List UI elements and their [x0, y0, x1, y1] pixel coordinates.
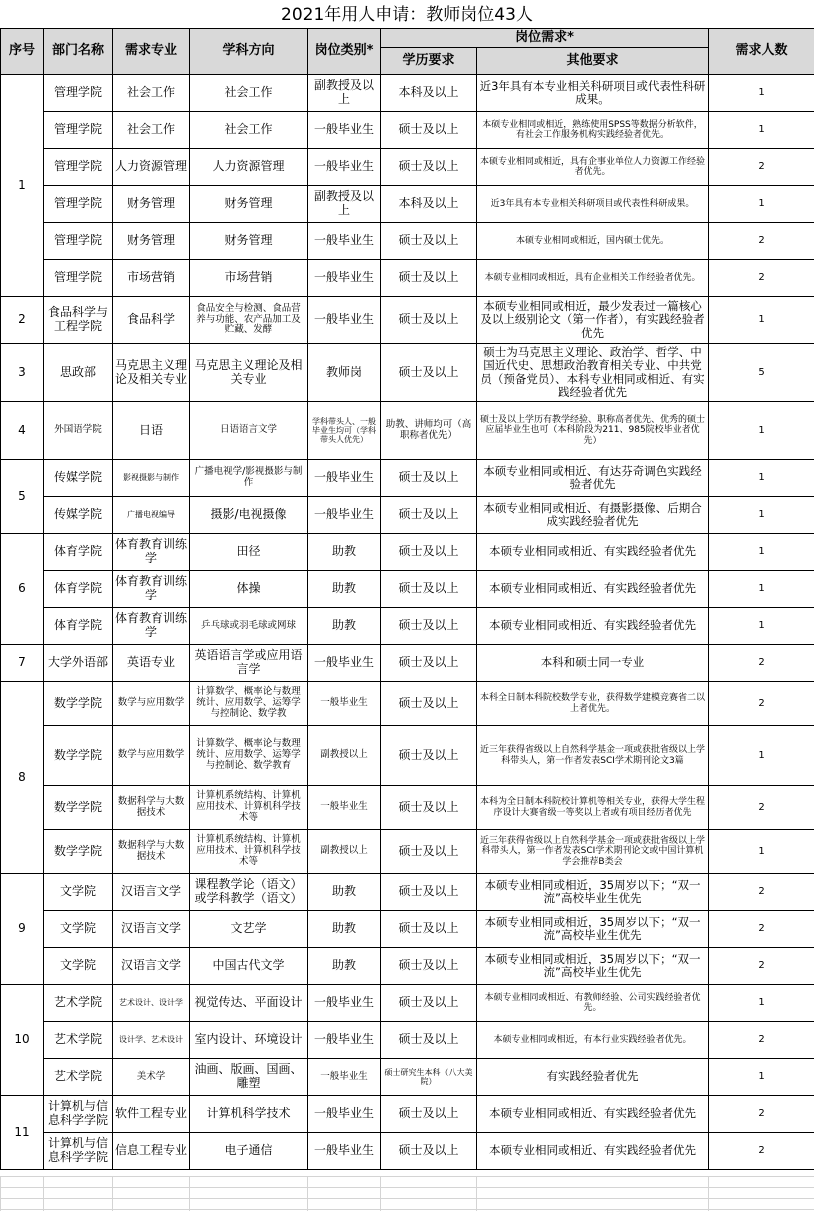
type-cell: 一般毕业生	[308, 645, 381, 682]
edu-cell: 硕士及以上	[381, 682, 477, 726]
major-cell: 财务管理	[113, 186, 190, 223]
dept-cell: 计算机与信息科学学院	[44, 1133, 113, 1170]
dept-cell: 传媒学院	[44, 460, 113, 497]
edu-cell: 硕士及以上	[381, 344, 477, 402]
type-cell: 一般毕业生	[308, 297, 381, 344]
edu-cell: 硕士及以上	[381, 948, 477, 985]
field-cell: 文艺学	[190, 911, 308, 948]
count-cell: 2	[709, 874, 814, 911]
table-row	[1, 571, 814, 608]
other-cell: 近3年具有本专业相关科研项目或代表性科研成果。	[477, 75, 709, 112]
table-row	[1, 948, 814, 985]
field-cell: 摄影/电视摄像	[190, 497, 308, 534]
dept-cell: 大学外语部	[44, 645, 113, 682]
edu-cell: 硕士及以上	[381, 874, 477, 911]
table-row	[1, 344, 814, 402]
count-cell: 1	[709, 1059, 814, 1096]
dept-cell: 计算机与信息科学学院	[44, 1096, 113, 1133]
table-row	[1, 534, 814, 571]
edu-cell: 硕士及以上	[381, 497, 477, 534]
table-row	[1, 874, 814, 911]
field-cell: 广播电视学/影视摄影与制作	[190, 460, 308, 497]
edu-cell: 硕士及以上	[381, 149, 477, 186]
other-cell: 本硕专业相同或相近，35周岁以下；“双一流”高校毕业生优先	[477, 874, 709, 911]
type-cell: 一般毕业生	[308, 497, 381, 534]
seq-cell: 11	[1, 1096, 44, 1170]
field-cell: 日语语言文学	[190, 402, 308, 460]
type-cell: 副教授以上	[308, 830, 381, 874]
count-cell: 1	[709, 830, 814, 874]
field-cell: 英语语言学或应用语言学	[190, 645, 308, 682]
field-cell: 财务管理	[190, 223, 308, 260]
table-row	[1, 75, 814, 112]
table-row	[1, 149, 814, 186]
header-other: 其他要求	[477, 48, 709, 75]
field-cell: 市场营销	[190, 260, 308, 297]
other-cell: 本硕专业相同或相近，国内硕士优先。	[477, 223, 709, 260]
type-cell: 一般毕业生	[308, 786, 381, 830]
major-cell: 艺术设计、设计学	[113, 985, 190, 1022]
dept-cell: 管理学院	[44, 112, 113, 149]
header-req-group: 岗位需求*	[381, 29, 709, 48]
dept-cell: 管理学院	[44, 260, 113, 297]
dept-cell: 食品科学与工程学院	[44, 297, 113, 344]
seq-cell: 2	[1, 297, 44, 344]
header-seq: 序号	[1, 29, 44, 75]
dept-cell: 数学学院	[44, 726, 113, 786]
grid-column-line	[112, 1176, 113, 1211]
major-cell: 数学与应用数学	[113, 682, 190, 726]
dept-cell: 管理学院	[44, 223, 113, 260]
count-cell: 2	[709, 948, 814, 985]
empty-sheet-grid	[0, 1176, 814, 1211]
dept-cell: 文学院	[44, 948, 113, 985]
major-cell: 软件工程专业	[113, 1096, 190, 1133]
type-cell: 一般毕业生	[308, 682, 381, 726]
edu-cell: 硕士研究生本科（八大美院）	[381, 1059, 477, 1096]
header-dept: 部门名称	[44, 29, 113, 75]
major-cell: 社会工作	[113, 112, 190, 149]
other-cell: 本硕专业相同或相近、有实践经验者优先	[477, 571, 709, 608]
grid-column-line	[476, 1176, 477, 1211]
major-cell: 人力资源管理	[113, 149, 190, 186]
seq-cell: 6	[1, 534, 44, 645]
type-cell: 一般毕业生	[308, 985, 381, 1022]
seq-cell: 7	[1, 645, 44, 682]
edu-cell: 硕士及以上	[381, 911, 477, 948]
field-cell: 社会工作	[190, 75, 308, 112]
field-cell: 马克思主义理论及相关专业	[190, 344, 308, 402]
table-row	[1, 830, 814, 874]
grid-column-line	[708, 1176, 709, 1211]
field-cell: 财务管理	[190, 186, 308, 223]
major-cell: 马克思主义理论及相关专业	[113, 344, 190, 402]
type-cell: 助教	[308, 874, 381, 911]
field-cell: 乒乓球或羽毛球或网球	[190, 608, 308, 645]
type-cell: 助教	[308, 571, 381, 608]
table-row	[1, 112, 814, 149]
edu-cell: 硕士及以上	[381, 726, 477, 786]
edu-cell: 硕士及以上	[381, 297, 477, 344]
type-cell: 一般毕业生	[308, 223, 381, 260]
other-cell: 本科全日制本科院校数学专业，获得数学建模竞赛省二以上者优先。	[477, 682, 709, 726]
other-cell: 本硕专业相同或相近，具有企业相关工作经验者优先。	[477, 260, 709, 297]
header-type: 岗位类别*	[308, 29, 381, 75]
type-cell: 一般毕业生	[308, 1133, 381, 1170]
other-cell: 本硕专业相同或相近、有摄影摄像、后期合成实践经验者优先	[477, 497, 709, 534]
count-cell: 2	[709, 786, 814, 830]
major-cell: 日语	[113, 402, 190, 460]
count-cell: 2	[709, 911, 814, 948]
dept-cell: 艺术学院	[44, 1059, 113, 1096]
count-cell: 1	[709, 534, 814, 571]
seq-cell: 3	[1, 344, 44, 402]
header-edu: 学历要求	[381, 48, 477, 75]
major-cell: 市场营销	[113, 260, 190, 297]
edu-cell: 硕士及以上	[381, 112, 477, 149]
count-cell: 2	[709, 223, 814, 260]
seq-cell: 10	[1, 985, 44, 1096]
count-cell: 1	[709, 608, 814, 645]
type-cell: 助教	[308, 608, 381, 645]
count-cell: 2	[709, 260, 814, 297]
major-cell: 设计学、艺术设计	[113, 1022, 190, 1059]
count-cell: 2	[709, 682, 814, 726]
count-cell: 2	[709, 1022, 814, 1059]
dept-cell: 艺术学院	[44, 1022, 113, 1059]
field-cell: 视觉传达、平面设计	[190, 985, 308, 1022]
count-cell: 1	[709, 186, 814, 223]
edu-cell: 助教、讲师均可（高职称者优先）	[381, 402, 477, 460]
type-cell: 一般毕业生	[308, 260, 381, 297]
count-cell: 2	[709, 645, 814, 682]
major-cell: 汉语言文学	[113, 911, 190, 948]
dept-cell: 文学院	[44, 911, 113, 948]
table-row	[1, 1059, 814, 1096]
type-cell: 助教	[308, 534, 381, 571]
count-cell: 1	[709, 726, 814, 786]
count-cell: 2	[709, 1096, 814, 1133]
edu-cell: 硕士及以上	[381, 460, 477, 497]
dept-cell: 数学学院	[44, 830, 113, 874]
dept-cell: 文学院	[44, 874, 113, 911]
header-field: 学科方向	[190, 29, 308, 75]
major-cell: 体育教育训练学	[113, 608, 190, 645]
type-cell: 一般毕业生	[308, 1022, 381, 1059]
field-cell: 中国古代文学	[190, 948, 308, 985]
table-row	[1, 497, 814, 534]
edu-cell: 硕士及以上	[381, 985, 477, 1022]
count-cell: 5	[709, 344, 814, 402]
count-cell: 1	[709, 112, 814, 149]
type-cell: 一般毕业生	[308, 1059, 381, 1096]
count-cell: 2	[709, 149, 814, 186]
major-cell: 财务管理	[113, 223, 190, 260]
grid-column-line	[380, 1176, 381, 1211]
type-cell: 一般毕业生	[308, 1096, 381, 1133]
edu-cell: 硕士及以上	[381, 1022, 477, 1059]
edu-cell: 本科及以上	[381, 186, 477, 223]
major-cell: 数学与应用数学	[113, 726, 190, 786]
other-cell: 硕士为马克思主义理论、政治学、哲学、中国近代史、思想政治教育相关专业、中共党员（预备党员）、本科专业相同或相近、有实践经验者优先	[477, 344, 709, 402]
dept-cell: 体育学院	[44, 608, 113, 645]
table-row	[1, 297, 814, 344]
other-cell: 本硕专业相同或相近、有实践经验者优先	[477, 1133, 709, 1170]
type-cell: 副教授及以上	[308, 75, 381, 112]
table-row	[1, 682, 814, 726]
type-cell: 一般毕业生	[308, 112, 381, 149]
sheet-title: 2021年用人申请：教师岗位43人	[281, 5, 533, 25]
other-cell: 本硕专业相同或相近、有教师经验、公司实践经验者优先。	[477, 985, 709, 1022]
seq-cell: 9	[1, 874, 44, 985]
field-cell: 田径	[190, 534, 308, 571]
count-cell: 1	[709, 402, 814, 460]
dept-cell: 外国语学院	[44, 402, 113, 460]
field-cell: 计算机系统结构、计算机应用技术、计算机科学技术等	[190, 830, 308, 874]
edu-cell: 硕士及以上	[381, 571, 477, 608]
other-cell: 本硕专业相同或相近、有实践经验者优先	[477, 534, 709, 571]
table-row	[1, 402, 814, 460]
table-row	[1, 260, 814, 297]
other-cell: 本硕专业相同或相近，35周岁以下；“双一流”高校毕业生优先	[477, 948, 709, 985]
major-cell: 汉语言文学	[113, 948, 190, 985]
field-cell: 计算数学、概率论与数理统计、应用数学、运筹学与控制论、数学教	[190, 682, 308, 726]
type-cell: 助教	[308, 911, 381, 948]
field-cell: 食品安全与检测、食品营养与功能、农产品加工及贮藏、发酵	[190, 297, 308, 344]
field-cell: 室内设计、环境设计	[190, 1022, 308, 1059]
field-cell: 油画、版画、国画、雕塑	[190, 1059, 308, 1096]
seq-cell: 5	[1, 460, 44, 534]
major-cell: 英语专业	[113, 645, 190, 682]
field-cell: 计算机系统结构、计算机应用技术、计算机科学技术等	[190, 786, 308, 830]
other-cell: 硕士及以上学历有教学经验、职称高者优先、优秀的硕士应届毕业生也可（本科阶段为211、985院校毕业者优先）	[477, 402, 709, 460]
count-cell: 2	[709, 1133, 814, 1170]
other-cell: 近三年获得省级以上自然科学基金一项或获批省级以上学科带头人，第一作者发表SCI学术期刊论文3篇	[477, 726, 709, 786]
edu-cell: 硕士及以上	[381, 1133, 477, 1170]
table-row	[1, 608, 814, 645]
major-cell: 影视摄影与制作	[113, 460, 190, 497]
other-cell: 本硕专业相同或相近，35周岁以下；“双一流”高校毕业生优先	[477, 911, 709, 948]
dept-cell: 体育学院	[44, 571, 113, 608]
dept-cell: 管理学院	[44, 149, 113, 186]
other-cell: 本硕专业相同或相近，具有企事业单位人力资源工作经验者优先。	[477, 149, 709, 186]
dept-cell: 管理学院	[44, 75, 113, 112]
count-cell: 1	[709, 497, 814, 534]
other-cell: 近三年获得省级以上自然科学基金一项或获批省级以上学科带头人，第一作者发表SCI学术期刊论文或中国计算机学会推荐B类会	[477, 830, 709, 874]
other-cell: 本硕专业相同或相近，有本行业实践经验者优先。	[477, 1022, 709, 1059]
grid-column-line	[307, 1176, 308, 1211]
major-cell: 数据科学与大数据技术	[113, 830, 190, 874]
type-cell: 副教授以上	[308, 726, 381, 786]
dept-cell: 艺术学院	[44, 985, 113, 1022]
count-cell: 1	[709, 985, 814, 1022]
other-cell: 本科为全日制本科院校计算机等相关专业，获得大学生程序设计大赛省级一等奖以上者或有项目经历者优先	[477, 786, 709, 830]
other-cell: 有实践经验者优先	[477, 1059, 709, 1096]
table-row	[1, 786, 814, 830]
header-major: 需求专业	[113, 29, 190, 75]
edu-cell: 硕士及以上	[381, 786, 477, 830]
table-row	[1, 911, 814, 948]
grid-column-line	[189, 1176, 190, 1211]
edu-cell: 硕士及以上	[381, 1096, 477, 1133]
type-cell: 学科带头人、一般毕业生均可（学科带头人优先）	[308, 402, 381, 460]
table-body	[1, 75, 814, 1170]
major-cell: 数据科学与大数据技术	[113, 786, 190, 830]
count-cell: 1	[709, 571, 814, 608]
other-cell: 本硕专业相同或相近，最少发表过一篇核心及以上级别论文（第一作者），有实践经验者优先	[477, 297, 709, 344]
major-cell: 食品科学	[113, 297, 190, 344]
dept-cell: 传媒学院	[44, 497, 113, 534]
seq-cell: 1	[1, 75, 44, 297]
edu-cell: 硕士及以上	[381, 260, 477, 297]
edu-cell: 本科及以上	[381, 75, 477, 112]
edu-cell: 硕士及以上	[381, 223, 477, 260]
table-row	[1, 985, 814, 1022]
grid-column-line	[43, 1176, 44, 1211]
field-cell: 社会工作	[190, 112, 308, 149]
field-cell: 人力资源管理	[190, 149, 308, 186]
edu-cell: 硕士及以上	[381, 608, 477, 645]
field-cell: 电子通信	[190, 1133, 308, 1170]
major-cell: 体育教育训练学	[113, 534, 190, 571]
dept-cell: 数学学院	[44, 786, 113, 830]
table-row	[1, 726, 814, 786]
table-row	[1, 645, 814, 682]
field-cell: 体操	[190, 571, 308, 608]
major-cell: 社会工作	[113, 75, 190, 112]
table-row	[1, 186, 814, 223]
field-cell: 计算数学、概率论与数理统计、应用数学、运筹学与控制论、数学教育	[190, 726, 308, 786]
major-cell: 汉语言文学	[113, 874, 190, 911]
job-requirements-table	[0, 28, 814, 1170]
other-cell: 本科和硕士同一专业	[477, 645, 709, 682]
type-cell: 教师岗	[308, 344, 381, 402]
dept-cell: 管理学院	[44, 186, 113, 223]
edu-cell: 硕士及以上	[381, 645, 477, 682]
table-row	[1, 460, 814, 497]
dept-cell: 体育学院	[44, 534, 113, 571]
header-count: 需求人数	[709, 29, 814, 75]
count-cell: 1	[709, 297, 814, 344]
seq-cell: 8	[1, 682, 44, 874]
other-cell: 本硕专业相同或相近，熟练使用SPSS等数据分析软件，有社会工作服务机构实践经验者优先。	[477, 112, 709, 149]
major-cell: 广播电视编导	[113, 497, 190, 534]
major-cell: 信息工程专业	[113, 1133, 190, 1170]
header-row-1	[1, 29, 814, 48]
other-cell: 本硕专业相同或相近、有达芬奇调色实践经验者优先	[477, 460, 709, 497]
dept-cell: 数学学院	[44, 682, 113, 726]
other-cell: 本硕专业相同或相近、有实践经验者优先	[477, 1096, 709, 1133]
table-row	[1, 1133, 814, 1170]
type-cell: 一般毕业生	[308, 460, 381, 497]
major-cell: 体育教育训练学	[113, 571, 190, 608]
table-row	[1, 1096, 814, 1133]
type-cell: 副教授及以上	[308, 186, 381, 223]
count-cell: 1	[709, 75, 814, 112]
edu-cell: 硕士及以上	[381, 534, 477, 571]
major-cell: 美术学	[113, 1059, 190, 1096]
table-row	[1, 223, 814, 260]
field-cell: 计算机科学技术	[190, 1096, 308, 1133]
edu-cell: 硕士及以上	[381, 830, 477, 874]
type-cell: 一般毕业生	[308, 149, 381, 186]
other-cell: 近3年具有本专业相关科研项目或代表性科研成果。	[477, 186, 709, 223]
dept-cell: 思政部	[44, 344, 113, 402]
seq-cell: 4	[1, 402, 44, 460]
count-cell: 1	[709, 460, 814, 497]
table-row	[1, 1022, 814, 1059]
field-cell: 课程教学论（语文）或学科教学（语文）	[190, 874, 308, 911]
type-cell: 助教	[308, 948, 381, 985]
other-cell: 本硕专业相同或相近、有实践经验者优先	[477, 608, 709, 645]
